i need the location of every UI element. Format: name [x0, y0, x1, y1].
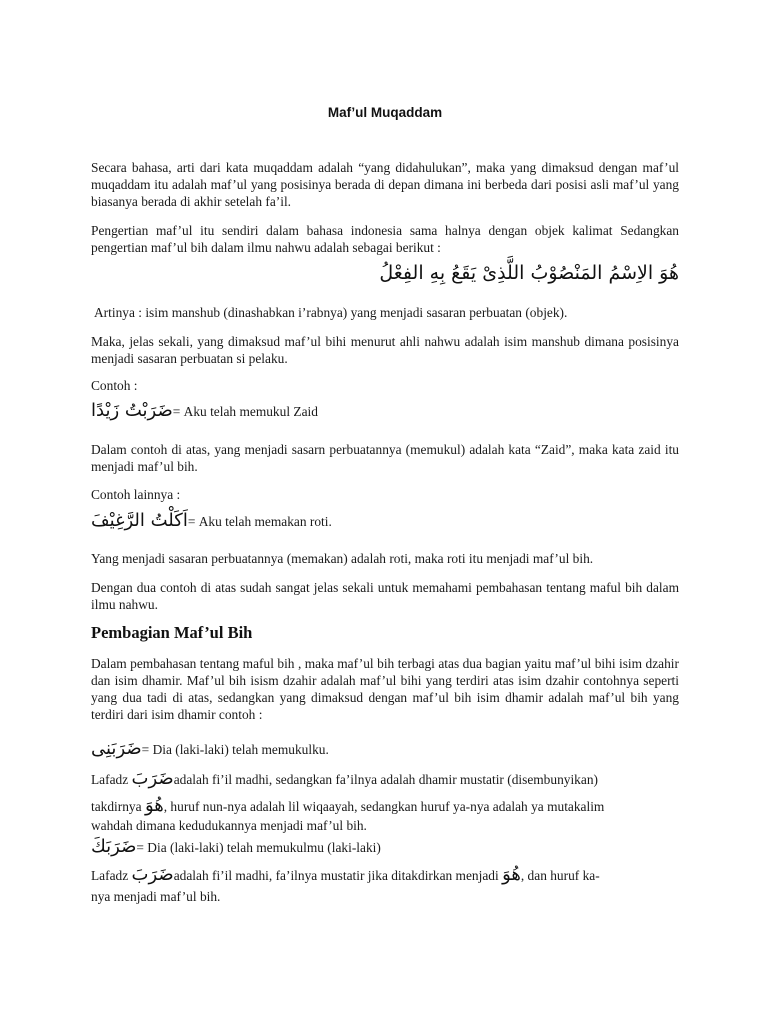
- contoh-lainnya-label: Contoh lainnya :: [91, 487, 181, 502]
- paragraph-lafadz-1-line-1: [91, 770, 679, 788]
- example-4-arabic: ضَرَبَكَ: [91, 836, 137, 857]
- arabic-huwa-1: هُوَ: [144, 795, 164, 816]
- example-4: [91, 838, 679, 856]
- section-heading-pembagian: Pembagian Maf’ul Bih: [91, 623, 253, 642]
- example-3-translation: = Dia (laki-laki) telah memukulku.: [141, 742, 329, 757]
- page-title: Maf’ul Muqaddam: [327, 105, 443, 120]
- paragraph-lafadz-2-line-1: [91, 866, 679, 884]
- lafadz-1-line-2-text: , huruf nun-nya adalah lil wiqaayah, sedangkan huruf ya-nya adalah ya mutakalim: [163, 799, 605, 814]
- paragraph-pengertian: Pengertian maf’ul itu sendiri dalam bahasa indonesia sama halnya dengan objek kalimat Sedangkan pengertian maf’ul bih dalam ilmu nahwu adalah sebagai berikut :: [91, 223, 679, 255]
- lafadz-2-end-text: , dan huruf ka-: [520, 868, 600, 883]
- paragraph-roti: Yang menjadi sasaran perbuatannya (memakan) adalah roti, maka roti itu menjadi maf’ul bih.: [91, 551, 594, 566]
- paragraph-maka-jelas: Maka, jelas sekali, yang dimaksud maf’ul bihi menurut ahli nahwu adalah isim manshub dimana posisinya menjadi sasaran perbuatan si pelaku.: [91, 334, 679, 366]
- lafadz-arabic-daraba: ضَرَبَ: [131, 768, 174, 789]
- arabic-huwa-2: هُوَ: [502, 864, 521, 885]
- example-1: [91, 402, 679, 420]
- paragraph-lafadz-2-line-2: nya menjadi maf’ul bih.: [91, 889, 221, 904]
- lafadz-arabic-daraba-2: ضَرَبَ: [131, 864, 174, 885]
- example-1-arabic: ضَرَبْتُ زَيْدًا: [91, 400, 173, 421]
- example-3: [91, 740, 679, 758]
- paragraph-lafadz-1-line-2: [91, 797, 679, 815]
- lafadz-word-2: Lafadz: [91, 868, 129, 883]
- arabic-definition: هُوَ الاِسْمُ المَنْصُوْبُ اللَّذِىْ يَقَعُ بِهِ الفِعْلُ: [379, 262, 679, 284]
- example-4-translation: = Dia (laki-laki) telah memukulmu (laki-laki): [136, 840, 381, 855]
- example-1-translation: = Aku telah memukul Zaid: [172, 404, 318, 419]
- takdirnya-word: takdirnya: [91, 799, 142, 814]
- paragraph-contoh-explanation: Dalam contoh di atas, yang menjadi sasarn perbuatannya (memukul) adalah kata “Zaid”, maka kata zaid itu menjadi maf’ul bih.: [91, 442, 679, 474]
- lafadz-2-middle-text: adalah fi’il madhi, fa’ilnya mustatir jika ditakdirkan menjadi: [173, 868, 499, 883]
- example-3-arabic: ضَرَبَنِى: [91, 738, 142, 759]
- lafadz-1-line-1-text: adalah fi’il madhi, sedangkan fa’ilnya adalah dhamir mustatir (disembunyikan): [173, 772, 598, 787]
- contoh-label: Contoh :: [91, 378, 138, 393]
- paragraph-artinya: Artinya : isim manshub (dinashabkan i’rabnya) yang menjadi sasaran perbuatan (objek).: [94, 305, 568, 320]
- paragraph-lafadz-1-line-3: wahdah dimana kedudukannya menjadi maf’ul bih.: [91, 818, 367, 833]
- example-2-arabic: اَكَلْتُ الرَّغِيْفَ: [91, 510, 188, 531]
- paragraph-definition-muqaddam: Secara bahasa, arti dari kata muqaddam adalah “yang didahulukan”, maka yang dimaksud dengan maf’ul muqaddam itu adalah maf’ul yang posisinya berada di depan dimana ini berbeda dari posisi asli maf’ul yang biasanya berada di akhir setelah fa’il.: [91, 160, 679, 209]
- paragraph-dua-contoh: Dengan dua contoh di atas sudah sangat jelas sekali untuk memahami pembahasan tentang maful bih dalam ilmu nahwu.: [91, 580, 679, 612]
- example-2: [91, 512, 679, 530]
- lafadz-word: Lafadz: [91, 772, 129, 787]
- paragraph-pembagian: Dalam pembahasan tentang maful bih , maka maf’ul bih terbagi atas dua bagian yaitu maf’ul bihi isim dzahir dan isim dhamir. Maf’ul bih isism dzahir adalah maf’ul bihi yang terdiri atas isim dzahir contohnya seperti yang dua tadi di atas, sedangkan yang dimaksud dengan maf’ul bih isim dhamir adalah maf’ul bih yang terdiri dari isim dhamir contoh :: [91, 656, 679, 722]
- example-2-translation: = Aku telah memakan roti.: [187, 514, 332, 529]
